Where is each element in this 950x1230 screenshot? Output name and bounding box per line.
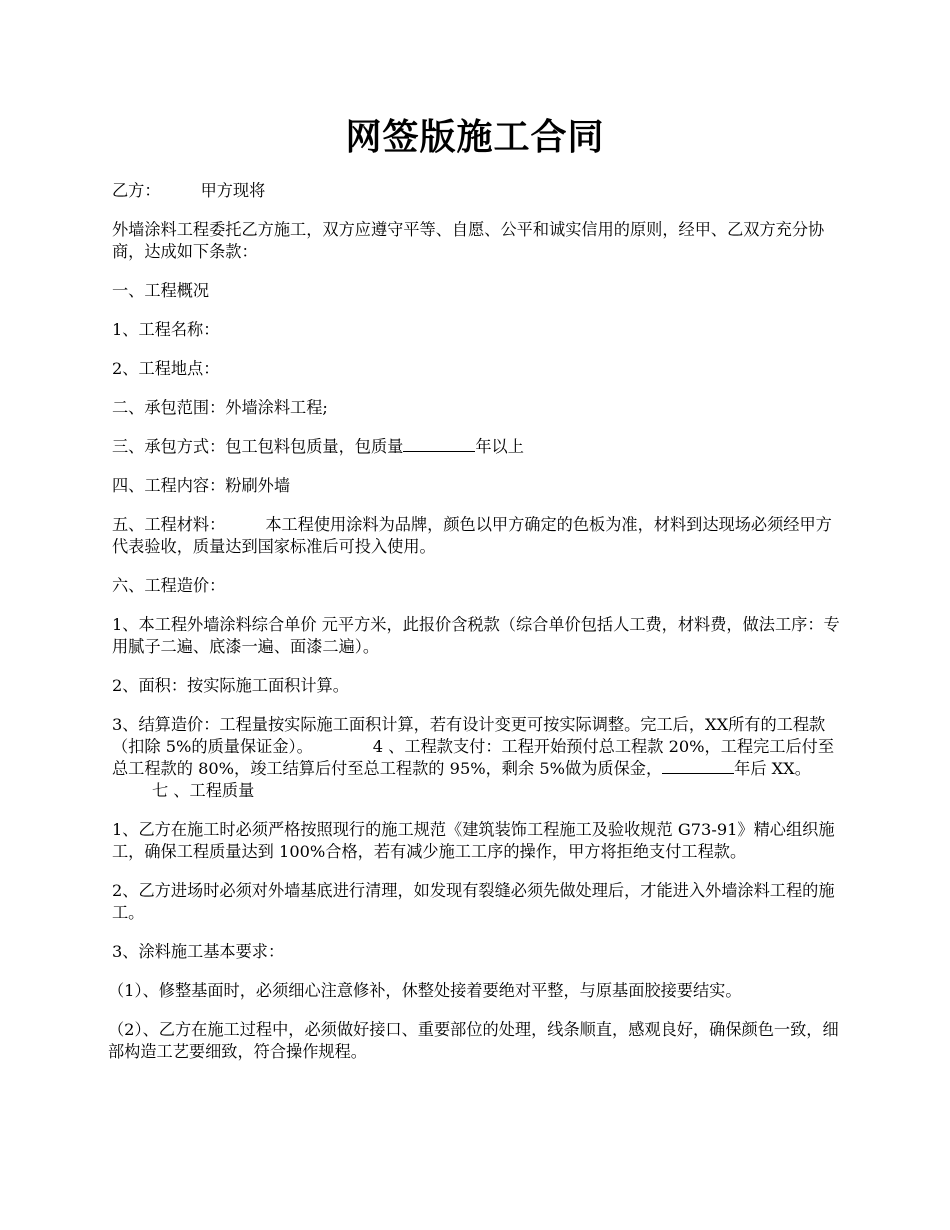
project-name-line: 1、工程名称： — [112, 320, 220, 339]
document-body — [108, 180, 840, 1080]
intro-paragraph: 外墙涂料工程委托乙方施工，双方应遵守平等、自愿、公平和诚实信用的原则，经甲、乙双方充分协商，达成如下条款： — [112, 220, 825, 261]
project-location-line: 2、工程地点： — [112, 359, 220, 378]
document-title: 网签版施工合同 — [345, 116, 605, 158]
blank-warranty-field — [662, 759, 734, 774]
blank-years-field — [403, 437, 475, 452]
unit-price-paragraph: 1、本工程外墙涂料综合单价 元平方米，此报价含税款（综合单价包括人工费，材料费，做法工序：专用腻子二遍、底漆一遍、面漆二遍）。 — [112, 615, 840, 656]
settlement-text: 3、结算造价：工程量按实际施工面积计算，若有设计变更可按实际调整。完工后，XX所有的工程款（扣除 5%的质量保证金）。 — [112, 715, 826, 756]
quality-item-1: 1、乙方在施工时必须严格按照现行的施工规范《建筑装饰工程施工及验收规范 G73-91》精心组织施工，确保工程质量达到 100%合格，若有减少施工工序的操作，甲方将拒绝支付工程款。 — [112, 820, 835, 861]
section-5-text: 本工程使用涂料为品牌，颜色以甲方确定的色板为准，材料到达现场必须经甲方代表验收，质量达到国家标准后可投入使用。 — [112, 515, 832, 556]
quality-item-3: 3、涂料施工基本要求： — [112, 942, 285, 961]
settlement-payment-paragraph — [112, 714, 840, 802]
area-paragraph: 2、面积：按实际施工面积计算。 — [112, 676, 349, 695]
section-3-prefix: 三、承包方式：包工包料包质量，包质量 — [112, 437, 404, 456]
section-7-heading: 七 、工程质量 — [152, 781, 255, 800]
payment-text: 4 、工程款支付：工程开始预付总工程款 20%，工程完工后付至总工程款的 80%，竣工结算后付至总工程款的 95%，剩余 5%做为质保金， — [112, 737, 835, 778]
section-2-scope: 二、承包范围：外墙涂料工程; — [112, 398, 328, 417]
section-3-suffix: 年以上 — [475, 437, 524, 456]
quality-item-3-1: （1）、修整基面时，必须细心注意修补，休整处接着要绝对平整，与原基面胶接要结实。 — [108, 981, 742, 1000]
section-6-heading: 六、工程造价： — [112, 576, 226, 595]
section-3-contract-method — [112, 436, 840, 458]
section-1-heading: 一、工程概况 — [112, 281, 210, 300]
section-5-materials — [112, 514, 840, 558]
warranty-suffix: 年后 XX。 — [734, 759, 811, 778]
quality-item-2: 2、乙方进场时必须对外墙基底进行清理，如发现有裂缝必须先做处理后，才能进入外墙涂料工程的施工。 — [112, 881, 835, 922]
section-4-content: 四、工程内容：粉刷外墙 — [112, 476, 291, 495]
section-5-label: 五、工程材料： — [112, 515, 226, 534]
quality-item-3-2: （2）、乙方在施工过程中，必须做好接口、重要部位的处理，线条顺直，感观良好，确保颜色一致，细部构造工艺要细致，符合操作规程。 — [108, 1020, 839, 1061]
parties-line — [112, 180, 840, 202]
party-a-label: 甲方现将 — [200, 181, 266, 200]
party-b-label: 乙方： — [112, 181, 161, 200]
